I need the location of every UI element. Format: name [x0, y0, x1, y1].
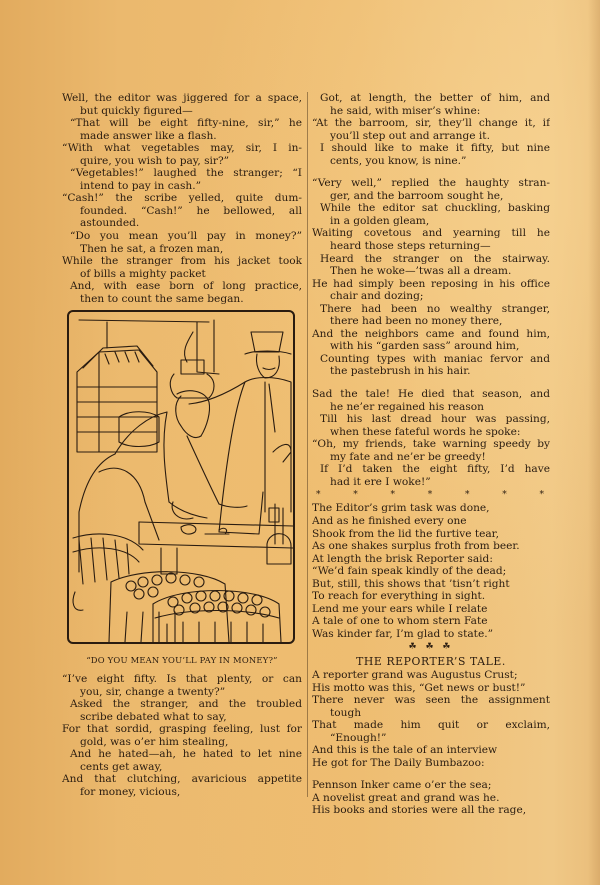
verse-line: “Cash!” the scribe yelled, quite dum- — [62, 192, 302, 205]
verse-line: you’ll step out and arrange it. — [330, 129, 490, 142]
illustration-editor-and-stranger — [67, 310, 295, 644]
verse-line: there had been no money there, — [330, 315, 503, 328]
verse-line: he ne’er regained his reason — [330, 400, 484, 413]
verse-line: “At the barroom, sir, they’ll change it, if — [312, 117, 550, 130]
verse-line: “Oh, my friends, take warning speedy by — [312, 438, 550, 451]
stanza-4 — [312, 502, 550, 640]
verse-line: The Editor’s grim task was done, — [312, 502, 490, 515]
verse-line: ger, and the barroom sought he, — [330, 189, 504, 202]
verse-line: my fate and ne’er be greedy! — [330, 450, 486, 463]
type-case-cabinet — [77, 346, 159, 452]
verse-line: Asked the stranger, and the troubled — [70, 698, 302, 711]
stanza-2 — [312, 177, 550, 378]
verse-line: At length the brisk Reporter said: — [312, 552, 493, 565]
verse-line: He had simply been reposing in his office — [312, 277, 550, 290]
verse-line: As one shakes surplus froth from beer. — [312, 540, 520, 553]
verse-line: of bills a mighty packet — [80, 267, 206, 280]
verse-line: “We’d fain speak kindly of the dead; — [312, 565, 507, 578]
verse-line: in a golden gleam, — [330, 214, 430, 227]
verse-line: “With what vegetables may, sir, I in- — [62, 142, 302, 155]
verse-line: Shook from the lid the furtive tear, — [312, 527, 499, 540]
verse-line: And this is the tale of an interview — [312, 744, 498, 757]
verse-line: “Enough!” — [330, 731, 387, 744]
verse-line: A reporter grand was Augustus Crust; — [312, 668, 518, 681]
page-edge-shadow — [588, 0, 600, 885]
verse-line: for money, vicious, — [80, 785, 181, 798]
verse-line: While the stranger from his jacket took — [62, 255, 302, 268]
right-column — [312, 92, 550, 817]
left-column-top — [62, 92, 302, 305]
verse-line: then to count the same began. — [80, 292, 244, 305]
verse-line: tough — [330, 706, 362, 719]
section-heading: THE REPORTER’S TALE. — [356, 655, 506, 669]
stanza-6 — [312, 779, 550, 817]
verse-line: And that clutching, avaricious appetite — [62, 773, 302, 786]
verse-line: founded. “Cash!” he bellowed, all — [80, 204, 302, 217]
verse-line: Well, the editor was jiggered for a space, — [62, 92, 302, 104]
asterisk: * — [539, 490, 544, 501]
verse-line: And the neighbors came and found him, — [312, 327, 550, 340]
asterisk: * — [316, 490, 321, 501]
verse-line: with his “garden sass” around him, — [330, 340, 520, 353]
verse-line: That made him quit or exclaim, — [312, 719, 550, 732]
verse-line: But, still, this shows that ’tisn’t right — [312, 577, 510, 590]
verse-line: heard those steps returning— — [330, 240, 491, 253]
verse-line: While the editor sat chuckling, basking — [320, 202, 550, 215]
verse-line: chair and dozing; — [330, 290, 424, 303]
verse-line: he said, with miser’s whine: — [330, 104, 481, 117]
asterisk-divider — [312, 488, 550, 502]
verse-line: To reach for everything in sight. — [312, 590, 486, 603]
asterisk: * — [502, 490, 507, 501]
stanza-3 — [312, 388, 550, 488]
verse-line: made answer like a flash. — [80, 129, 217, 142]
stanza-5 — [312, 669, 550, 769]
verse-line: scribe debated what to say, — [80, 710, 227, 723]
verse-line: Counting types with maniac fervor and — [320, 352, 550, 365]
verse-line: Waiting covetous and yearning till he — [312, 227, 550, 240]
stove-pipe — [79, 320, 219, 398]
verse-line: Got, at length, the better of him, and — [320, 92, 550, 104]
asterisk: * — [390, 490, 395, 501]
verse-line: His books and stories were all the rage, — [312, 804, 527, 817]
asterisk: * — [465, 490, 470, 501]
verse-line: quire, you wish to pay, sir?” — [80, 154, 230, 167]
illustration-caption: “DO YOU MEAN YOU’LL PAY IN MONEY?” — [86, 655, 278, 665]
verse-line: the pastebrush in his hair. — [330, 365, 471, 378]
fleuron-ornament: ☘ ☘ ☘ — [408, 642, 454, 653]
verse-line: Then he sat, a frozen man, — [80, 242, 224, 255]
verse-line: A novelist great and grand was he. — [312, 791, 500, 804]
stanza-1 — [312, 92, 550, 167]
verse-line: Was kinder far, I’m glad to state.” — [312, 627, 493, 640]
illustration-drawing — [69, 312, 293, 642]
verse-line: “Vegetables!” laughed the stranger; “I — [70, 167, 302, 180]
verse-line: when these fateful words he spoke: — [330, 425, 521, 438]
verse-line: cents get away, — [80, 760, 163, 773]
verse-line: A tale of one to whom stern Fate — [312, 615, 488, 628]
verse-line: “I’ve eight fifty. Is that plenty, or can — [62, 673, 302, 685]
verse-line: Lend me your ears while I relate — [312, 602, 488, 615]
verse-line: gold, was o’er him stealing, — [80, 735, 229, 748]
verse-line: cents, you know, is nine.” — [330, 154, 467, 167]
verse-line: There never was seen the assignment — [312, 694, 550, 707]
potatoes — [126, 573, 270, 617]
verse-line: If I’d taken the eight fifty, I’d have — [320, 463, 550, 476]
verse-line: you, sir, change a twenty?” — [80, 685, 226, 698]
verse-line: Till his last dread hour was passing, — [320, 413, 550, 426]
verse-line: astounded. — [80, 217, 140, 230]
chair — [73, 534, 143, 610]
verse-line: “Very well,” replied the haughty stran- — [312, 177, 550, 190]
verse-line: Sad the tale! He died that season, and — [312, 388, 550, 401]
verse-line: For that sordid, grasping feeling, lust for — [62, 723, 302, 736]
verse-line: And, with ease born of long practice, — [70, 280, 302, 293]
verse-line: And he hated—ah, he hated to let nine — [70, 748, 302, 761]
column-rule — [307, 92, 308, 797]
verse-line: Heard the stranger on the stairway. — [320, 252, 550, 265]
left-column-bottom — [62, 673, 302, 798]
asterisk: * — [427, 490, 433, 501]
verse-line: There had been no wealthy stranger, — [320, 302, 550, 315]
verse-line: And as he finished every one — [312, 514, 467, 527]
verse-line: “Do you mean you’ll pay in money?” — [70, 230, 302, 243]
verse-line: His motto was this, “Get news or bust!” — [312, 681, 526, 694]
verse-line: He got for The Daily Bumbazoo: — [312, 756, 485, 769]
verse-line: had it ere I woke!” — [330, 475, 431, 488]
asterisk: * — [353, 490, 358, 501]
verse-line: “That will be eight fifty-nine, sir,” he — [70, 117, 302, 130]
verse-line: intend to pay in cash.” — [80, 179, 202, 192]
verse-line: Pennson Inker came o’er the sea; — [312, 779, 492, 792]
verse-line: but quickly figured— — [80, 104, 193, 117]
verse-line: I should like to make it fifty, but nine — [320, 142, 550, 155]
verse-line: Then he woke—’twas all a dream. — [330, 265, 512, 278]
